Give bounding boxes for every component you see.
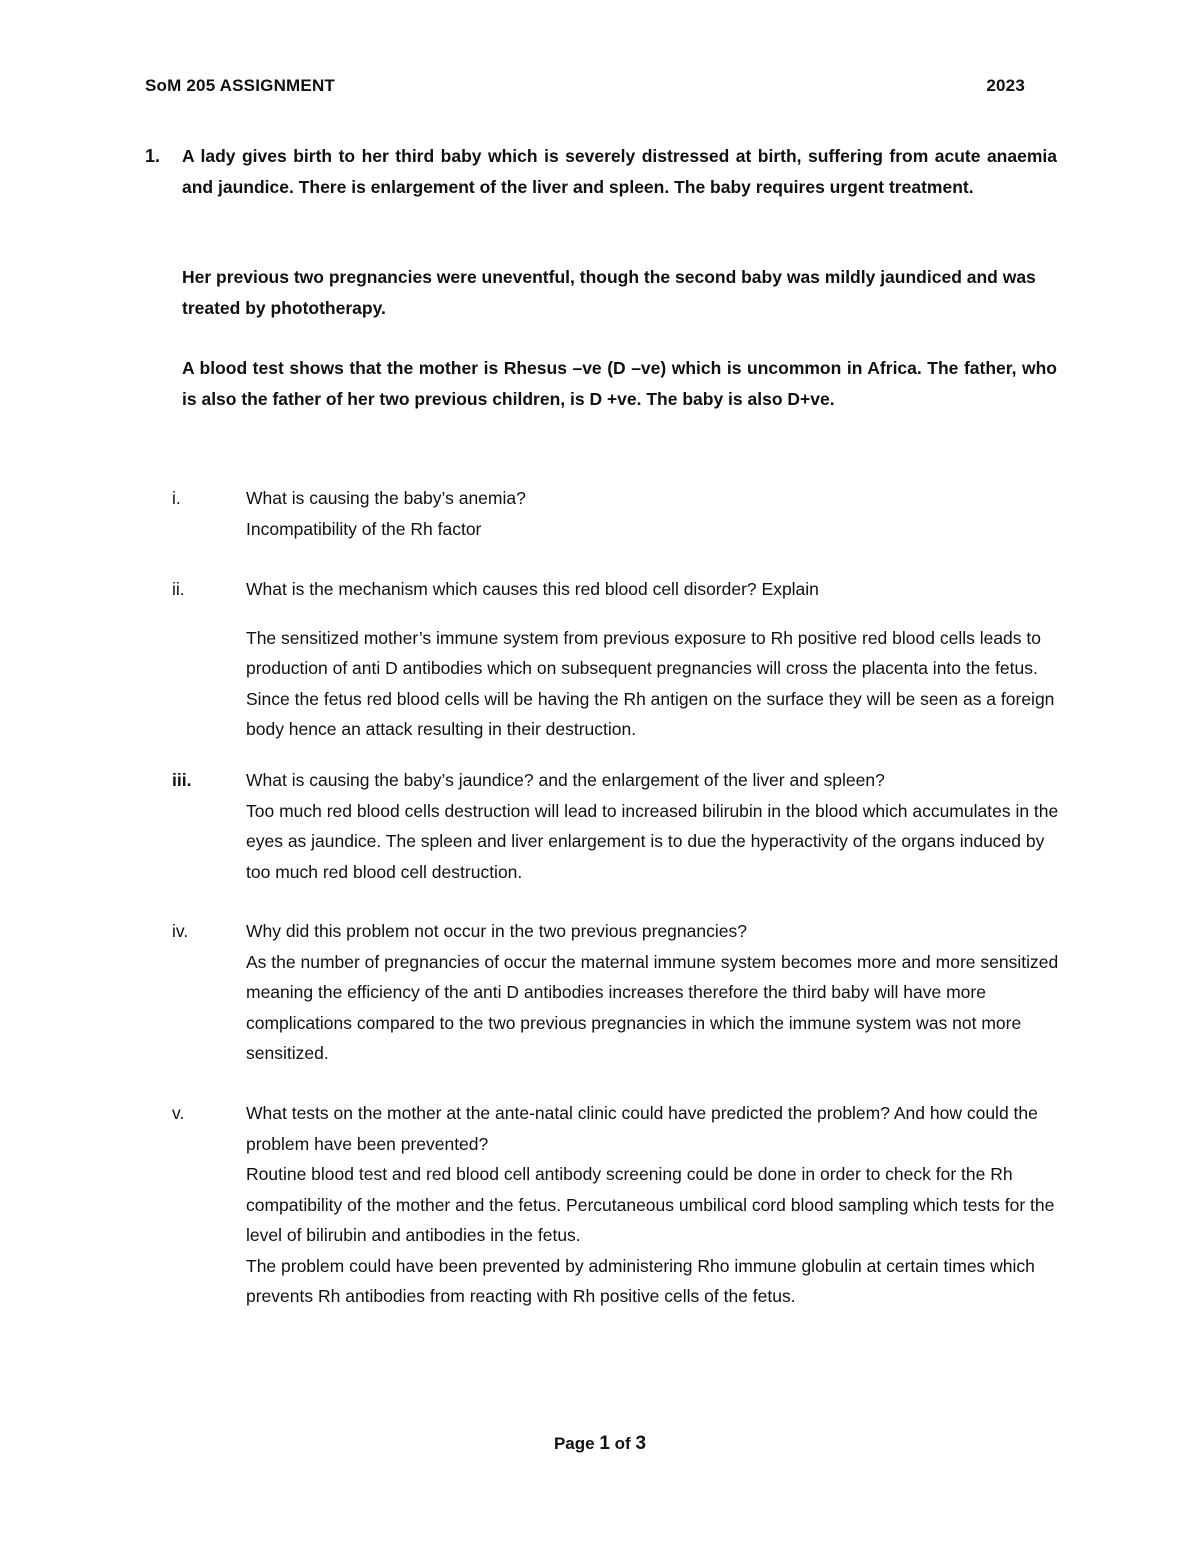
subquestion-answer: Routine blood test and red blood cell antibody screening could be done in order to check for the Rh compatibility of the mother and the fetus. Percutaneous umbilical cord blood sampling which tests for the level of bilirubin and antibodies in the fetus.: [246, 1164, 1055, 1245]
question-paragraph-2: Her previous two pregnancies were uneventful, though the second baby was mildly jaundiced and was treated by phototherapy.: [182, 267, 1036, 318]
subquestion-question: What is causing the baby’s anemia?: [246, 488, 526, 508]
subquestion-question: What tests on the mother at the ante-natal clinic could have predicted the problem? And how could the problem have been prevented?: [246, 1103, 1038, 1154]
subquestion-numeral: iv.: [172, 921, 189, 941]
header-year: 2023: [986, 76, 1025, 95]
page-word: Page: [553, 1434, 595, 1453]
subquestion-answer: As the number of pregnancies of occur the maternal immune system becomes more and more sensitized meaning the efficiency of the anti D antibodies increases therefore the third baby will have more complications compared to the two previous pregnancies in which the immune system was not more sensitized.: [246, 951, 1059, 1063]
subquestion-body: [246, 574, 1066, 745]
subquestion-answer-continued: The problem could have been prevented by administering Rho immune globulin at certain times which prevents Rh antibodies from reacting with Rh positive cells of the fetus.: [246, 1255, 1035, 1306]
page-current: 1: [599, 1433, 610, 1454]
subquestion-question: What is the mechanism which causes this red blood cell disorder? Explain: [246, 579, 819, 599]
subquestion-body: [246, 765, 1066, 887]
subquestion-numeral: i.: [172, 488, 181, 508]
subquestion-question: What is causing the baby’s jaundice? and the enlargement of the liver and spleen?: [246, 770, 885, 790]
page-total: 3: [635, 1433, 647, 1454]
subquestion-numeral: v.: [172, 1103, 185, 1123]
header-title: SoM 205 ASSIGNMENT: [145, 76, 336, 95]
subquestion-answer: The sensitized mother’s immune system from previous exposure to Rh positive red blood cells leads to production of anti D antibodies which on subsequent pregnancies will cross the placenta into the fetus. Since the fetus red blood cells will be having the Rh antigen on the surface they will be seen as a foreign body hence an attack resulting in their destruction.: [246, 627, 1055, 739]
question-paragraph-3: A blood test shows that the mother is Rhesus –ve (D –ve) which is uncommon in Africa. The father, who is also the father of her two previous children, is D +ve. The baby is also D+ve.: [182, 358, 1057, 409]
question-paragraph-1: A lady gives birth to her third baby which is severely distressed at birth, suffering from acute anaemia and jaundice. There is enlargement of the liver and spleen. The baby requires urgent treatment.: [182, 146, 1057, 197]
page-footer: [0, 1433, 1200, 1455]
subquestion-body: [246, 916, 1066, 1069]
subquestion-answer: Too much red blood cells destruction will lead to increased bilirubin in the blood which accumulates in the eyes as jaundice. The spleen and liver enlargement is to due the hyperactivity of the organs induced by too much red blood cell destruction.: [246, 800, 1059, 882]
subquestion-answer: Incompatibility of the Rh factor: [246, 518, 482, 539]
subquestion-body: [246, 1098, 1066, 1312]
subquestion-numeral: iii.: [172, 770, 192, 790]
question-number: 1.: [145, 146, 161, 166]
subquestion-numeral: ii.: [172, 579, 185, 599]
of-word: of: [614, 1434, 631, 1453]
subquestion-body: [246, 483, 1066, 544]
subquestion-question: Why did this problem not occur in the two previous pregnancies?: [246, 921, 747, 941]
